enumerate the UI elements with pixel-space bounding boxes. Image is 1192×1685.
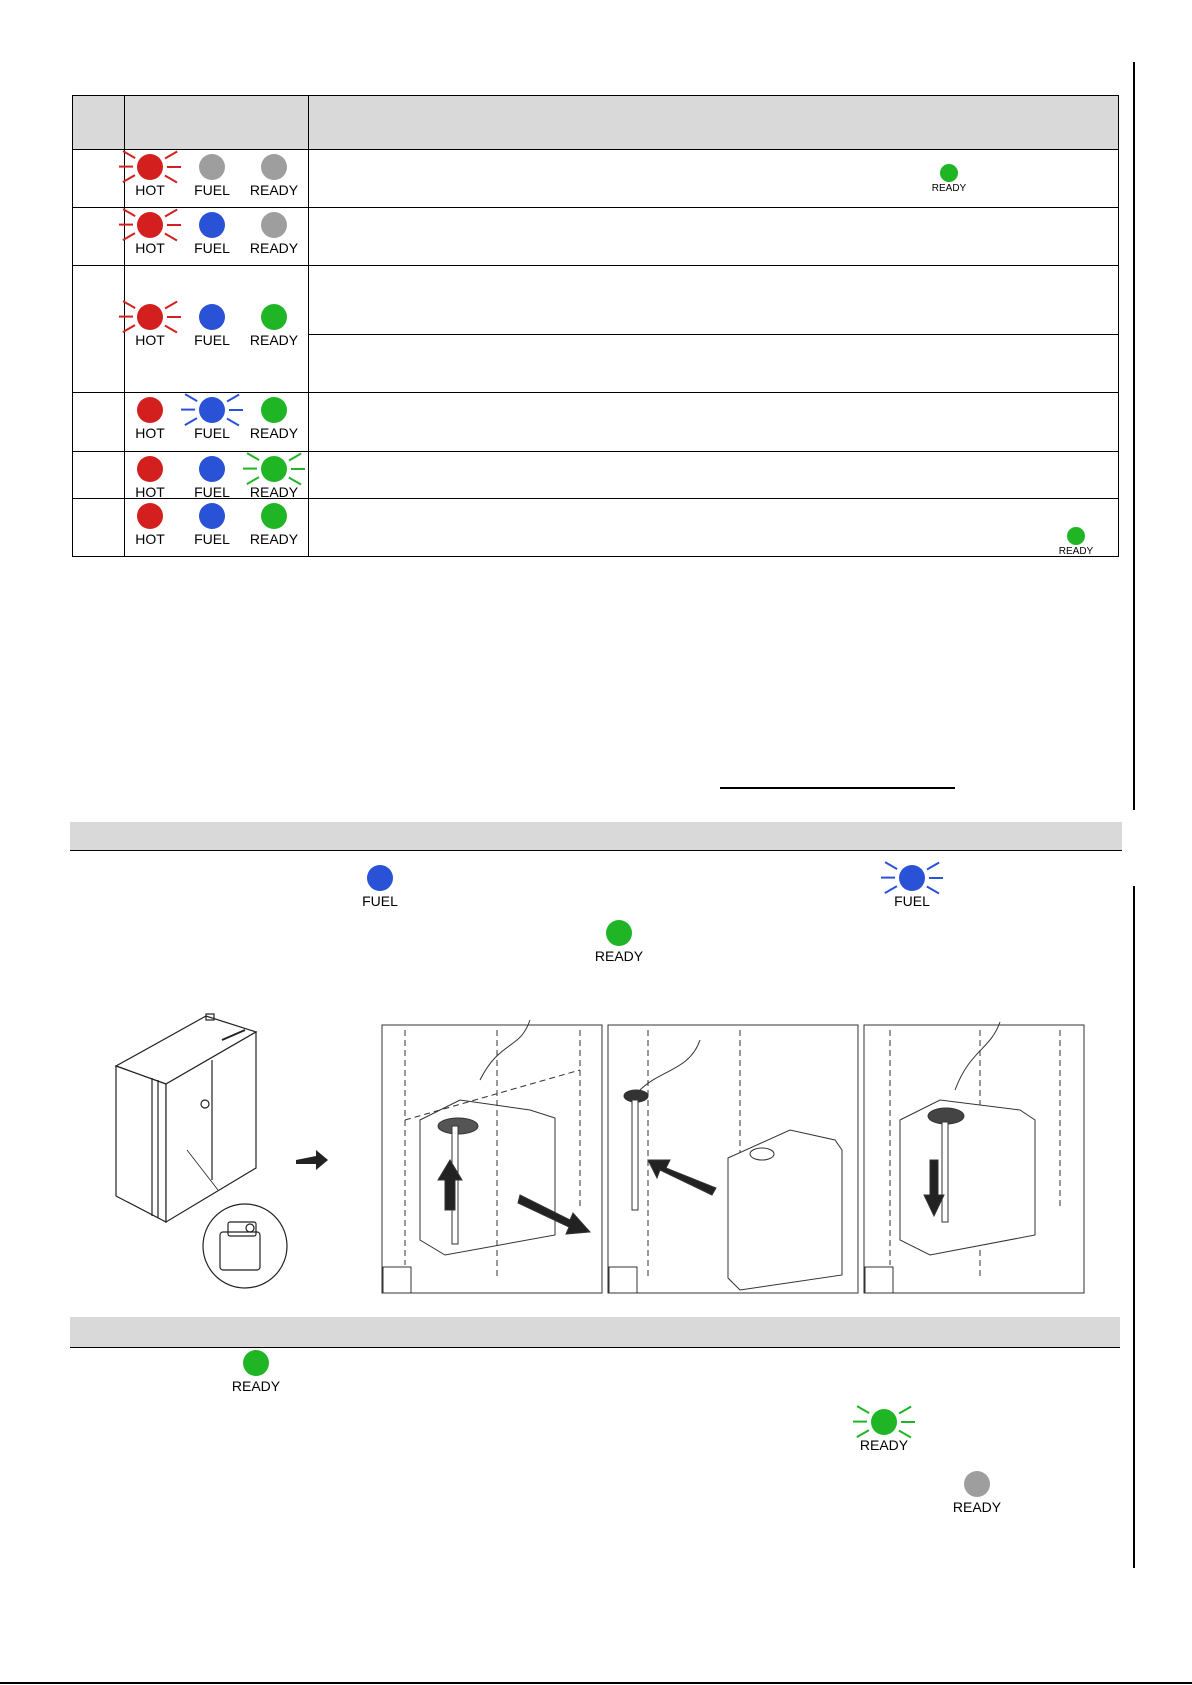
description-cell	[309, 499, 1119, 557]
page-bottom-rule	[0, 1682, 1192, 1684]
indicator-cell	[125, 208, 309, 266]
fuel-label: FUEL	[194, 425, 230, 441]
hot-dot	[137, 503, 163, 529]
underline	[720, 787, 955, 789]
blink-ray	[119, 166, 133, 168]
fuel-label: FUEL	[194, 240, 230, 256]
ready-on-icon	[1041, 527, 1111, 558]
description-cell	[309, 208, 1119, 266]
blink-ray	[898, 1406, 911, 1414]
ready-on-icon	[239, 503, 309, 547]
ready-label: READY	[249, 531, 299, 547]
indicator-cell	[125, 452, 309, 499]
ready-dot	[243, 1350, 269, 1376]
blink-ray	[857, 1406, 870, 1414]
ready-dot	[261, 503, 287, 529]
blink-ray	[123, 209, 136, 217]
hot-on-icon	[115, 397, 185, 441]
fuel-on-icon	[177, 456, 247, 500]
fuel-label: FUEL	[362, 893, 398, 909]
table-row	[73, 393, 1119, 452]
hot-label: HOT	[135, 240, 165, 256]
fuel-label: FUEL	[194, 484, 230, 500]
ready-label: READY	[859, 1437, 909, 1453]
ready-on-icon	[914, 164, 984, 195]
table-row	[73, 150, 1119, 208]
ready-label: READY	[594, 948, 644, 964]
description-cell	[309, 393, 1119, 452]
blink-ray	[185, 394, 198, 402]
hot-blink-icon	[115, 212, 185, 256]
blink-ray	[885, 862, 898, 870]
fuel-dot	[199, 212, 225, 238]
header-cell-description	[309, 96, 1119, 150]
section-band	[70, 1317, 1120, 1348]
ready-dot	[261, 212, 287, 238]
hot-label: HOT	[135, 531, 165, 547]
blink-ray	[119, 316, 133, 318]
cabinet-illustration	[116, 1014, 287, 1288]
header-cell-no	[73, 96, 125, 150]
fuel-blink-icon	[177, 397, 247, 441]
table-header-row	[73, 96, 1119, 150]
fuel-dot	[199, 456, 225, 482]
blink-ray	[123, 301, 136, 309]
hot-label: HOT	[135, 484, 165, 500]
blink-ray	[291, 468, 305, 470]
ready-label: READY	[1058, 546, 1094, 557]
fuel-on-icon	[177, 304, 247, 348]
hot-dot	[137, 304, 163, 330]
blink-ray	[901, 1421, 915, 1423]
fuel-on-icon	[177, 503, 247, 547]
blink-ray	[119, 224, 133, 226]
led-status-table	[72, 95, 1119, 557]
blink-ray	[164, 209, 177, 217]
ready-label: READY	[249, 332, 299, 348]
hot-label: HOT	[135, 425, 165, 441]
ready-dot	[261, 456, 287, 482]
ready-dot	[261, 397, 287, 423]
fuel-on-icon	[177, 212, 247, 256]
description-cell	[309, 266, 1119, 335]
figure-panel-remove	[382, 1020, 602, 1293]
fuel-label: FUEL	[194, 531, 230, 547]
hot-on-icon	[115, 456, 185, 500]
blink-ray	[926, 862, 939, 870]
hot-dot	[137, 212, 163, 238]
ready-on-icon	[239, 397, 309, 441]
ready-dot	[261, 304, 287, 330]
fuel-on-icon	[345, 865, 415, 909]
fuel-dot	[199, 304, 225, 330]
hot-dot	[137, 456, 163, 482]
ready-label: READY	[249, 240, 299, 256]
fuel-label: FUEL	[894, 893, 930, 909]
hot-blink-icon	[115, 154, 185, 198]
ready-label: READY	[952, 1499, 1002, 1515]
ready-dot	[1067, 527, 1085, 545]
ready-dot	[871, 1409, 897, 1435]
ready-off-icon	[942, 1471, 1012, 1515]
ready-on-icon	[239, 304, 309, 348]
ready-blink-icon	[239, 456, 309, 500]
ready-dot	[940, 164, 958, 182]
table-row	[73, 266, 1119, 335]
blink-ray	[243, 468, 257, 470]
description-cell	[309, 150, 1119, 208]
ready-label: READY	[249, 484, 299, 500]
hot-on-icon	[115, 503, 185, 547]
hot-dot	[137, 397, 163, 423]
blink-ray	[226, 394, 239, 402]
fuel-label: FUEL	[194, 182, 230, 198]
ready-off-icon	[239, 212, 309, 256]
blink-ray	[288, 453, 301, 461]
table-row	[73, 208, 1119, 266]
ready-off-icon	[239, 154, 309, 198]
hot-blink-icon	[115, 304, 185, 348]
blink-ray	[247, 453, 260, 461]
blink-ray	[164, 151, 177, 159]
blink-ray	[181, 409, 195, 411]
ready-dot	[261, 154, 287, 180]
blink-ray	[853, 1421, 867, 1423]
table-row	[73, 499, 1119, 557]
indicator-cell	[125, 393, 309, 452]
fuel-dot	[199, 503, 225, 529]
ready-dot	[964, 1471, 990, 1497]
ready-dot	[606, 920, 632, 946]
blink-ray	[881, 877, 895, 879]
ready-blink-icon	[849, 1409, 919, 1453]
description-cell	[309, 335, 1119, 393]
fuel-dot	[899, 865, 925, 891]
fuel-dot	[199, 397, 225, 423]
description-cell	[309, 452, 1119, 499]
ready-label: READY	[931, 183, 967, 194]
ready-on-icon	[221, 1350, 291, 1394]
indicator-cell	[125, 150, 309, 208]
fuel-blink-icon	[877, 865, 947, 909]
ready-on-icon	[584, 920, 654, 964]
hot-dot	[137, 154, 163, 180]
hot-label: HOT	[135, 332, 165, 348]
margin-rule	[1133, 62, 1135, 810]
fuel-label: FUEL	[194, 332, 230, 348]
fuel-dot	[367, 865, 393, 891]
fuel-dot	[199, 154, 225, 180]
ready-label: READY	[249, 182, 299, 198]
fuel-off-icon	[177, 154, 247, 198]
header-cell-indicators	[125, 96, 309, 150]
right-arrow-icon	[296, 1150, 328, 1170]
blink-ray	[123, 151, 136, 159]
indicator-cell	[125, 499, 309, 557]
figure-panel-reinstall	[864, 1022, 1084, 1293]
canister-replacement-figure	[100, 1010, 1100, 1305]
table-row	[73, 452, 1119, 499]
hot-label: HOT	[135, 182, 165, 198]
blink-ray	[164, 301, 177, 309]
margin-rule	[1133, 886, 1135, 1568]
blink-ray	[929, 877, 943, 879]
section-band	[70, 822, 1122, 851]
figure-panel-insert	[608, 1025, 858, 1293]
ready-label: READY	[249, 425, 299, 441]
indicator-cell	[125, 266, 309, 393]
ready-label: READY	[231, 1378, 281, 1394]
